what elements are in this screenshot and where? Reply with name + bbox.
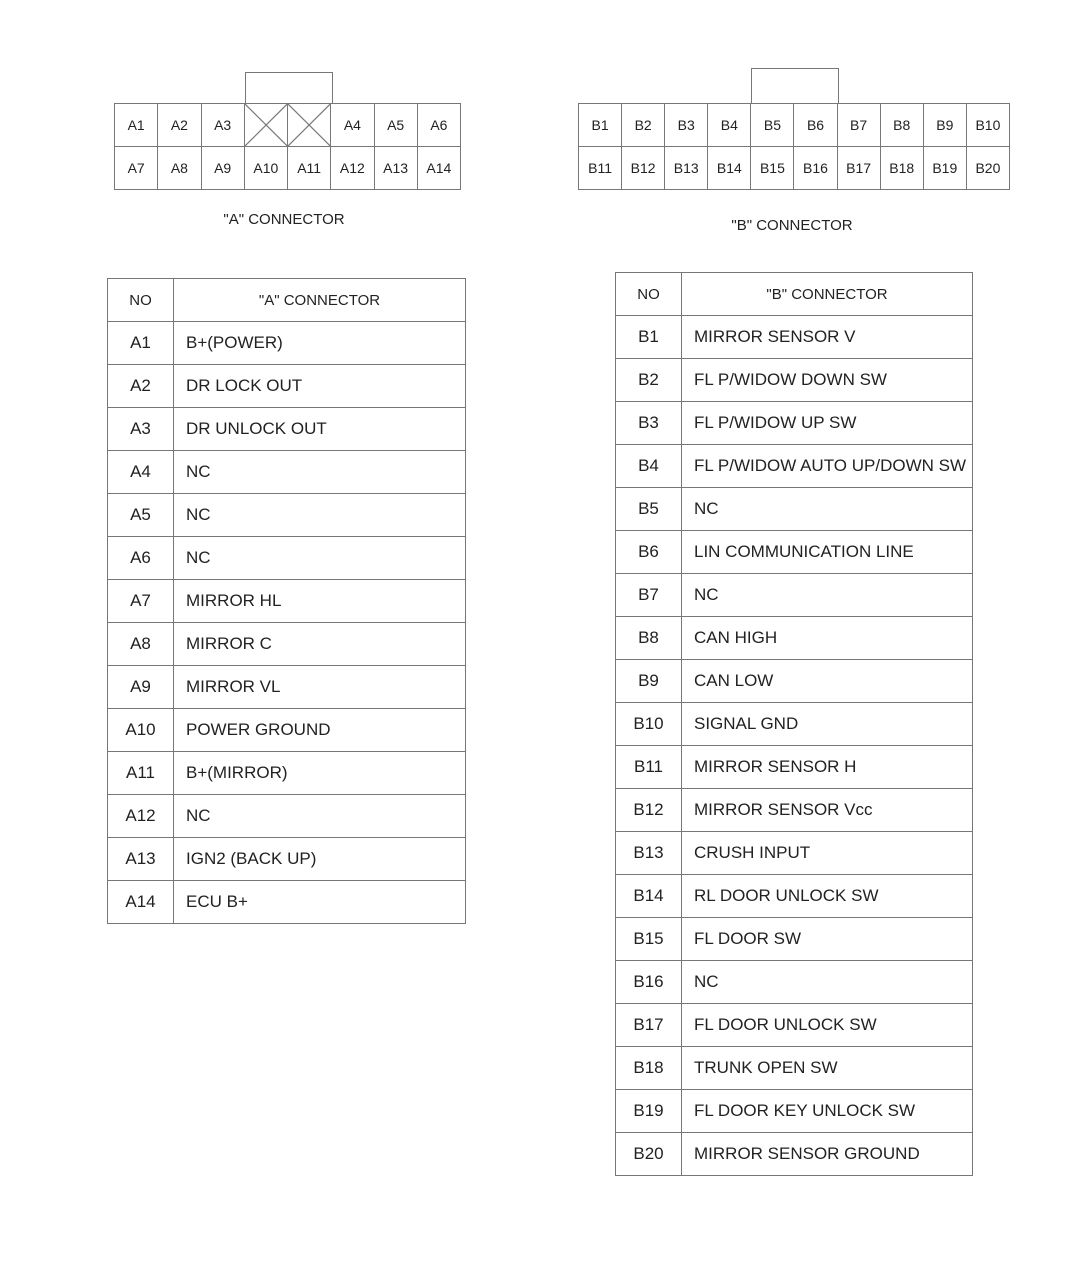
empty-cavity — [288, 104, 331, 147]
pin-number: A10 — [108, 709, 174, 752]
pin-cell: B2 — [622, 104, 665, 147]
pin-cell: B4 — [708, 104, 751, 147]
pin-cell: B3 — [665, 104, 708, 147]
pin-number: B14 — [616, 875, 682, 918]
pin-function: MIRROR SENSOR Vcc — [682, 789, 973, 832]
table-row — [616, 531, 973, 574]
table-row — [108, 838, 466, 881]
table-row — [616, 832, 973, 875]
connector-a-key — [245, 72, 333, 104]
pin-number: B7 — [616, 574, 682, 617]
pin-number: A9 — [108, 666, 174, 709]
table-row — [616, 1133, 973, 1176]
pin-function: DR UNLOCK OUT — [174, 408, 466, 451]
table-row — [616, 1090, 973, 1133]
connector-a-caption: "A" CONNECTOR — [223, 211, 345, 228]
pin-function: FL P/WIDOW DOWN SW — [682, 359, 973, 402]
pin-function: ECU B+ — [174, 881, 466, 924]
table-row — [616, 1004, 973, 1047]
table-row — [616, 789, 973, 832]
connector-b-caption: "B" CONNECTOR — [731, 217, 853, 234]
table-row — [108, 709, 466, 752]
table-row — [108, 494, 466, 537]
pin-function: NC — [682, 574, 973, 617]
pin-function: MIRROR C — [174, 623, 466, 666]
pin-cell: B9 — [923, 104, 966, 147]
pin-cell: A6 — [417, 104, 460, 147]
table-row — [616, 445, 973, 488]
pin-number: A12 — [108, 795, 174, 838]
pin-function: MIRROR SENSOR V — [682, 316, 973, 359]
table-row — [616, 961, 973, 1004]
pin-cell: B14 — [708, 147, 751, 190]
pin-number: A8 — [108, 623, 174, 666]
pin-function: FL DOOR SW — [682, 918, 973, 961]
table-row — [108, 881, 466, 924]
pin-cell: A5 — [374, 104, 417, 147]
pin-cell: B12 — [622, 147, 665, 190]
pin-number: B8 — [616, 617, 682, 660]
table-row — [616, 875, 973, 918]
pin-cell: A13 — [374, 147, 417, 190]
pin-cell: B20 — [966, 147, 1009, 190]
pin-number: A13 — [108, 838, 174, 881]
pin-number: B12 — [616, 789, 682, 832]
table-header — [616, 273, 973, 316]
table-row — [108, 623, 466, 666]
table-row — [108, 580, 466, 623]
pin-function: NC — [174, 795, 466, 838]
table-row — [616, 617, 973, 660]
pin-function: B+(MIRROR) — [174, 752, 466, 795]
pin-number: B9 — [616, 660, 682, 703]
table-row — [108, 795, 466, 838]
pin-function: FL DOOR UNLOCK SW — [682, 1004, 973, 1047]
pin-function: FL P/WIDOW AUTO UP/DOWN SW — [682, 445, 973, 488]
pin-cell: A1 — [115, 104, 158, 147]
table-row — [616, 574, 973, 617]
pin-number: B4 — [616, 445, 682, 488]
pin-number: B17 — [616, 1004, 682, 1047]
pin-function: FL DOOR KEY UNLOCK SW — [682, 1090, 973, 1133]
connector-a-bottom-row — [115, 147, 461, 190]
pin-function: IGN2 (BACK UP) — [174, 838, 466, 881]
pin-function: CRUSH INPUT — [682, 832, 973, 875]
pin-number: B20 — [616, 1133, 682, 1176]
pin-cell: B13 — [665, 147, 708, 190]
pin-function: CAN HIGH — [682, 617, 973, 660]
pin-function: FL P/WIDOW UP SW — [682, 402, 973, 445]
table-row — [616, 746, 973, 789]
header-title: "A" CONNECTOR — [174, 279, 466, 322]
table-row — [108, 752, 466, 795]
pin-number: B2 — [616, 359, 682, 402]
table-row — [108, 365, 466, 408]
table-row — [616, 359, 973, 402]
connector-b-face — [578, 103, 1010, 190]
pin-number: A6 — [108, 537, 174, 580]
pin-cell: B15 — [751, 147, 794, 190]
pin-cell: B18 — [880, 147, 923, 190]
pin-function: MIRROR VL — [174, 666, 466, 709]
pin-cell: A4 — [331, 104, 374, 147]
header-title: "B" CONNECTOR — [682, 273, 973, 316]
pin-cell: A10 — [244, 147, 287, 190]
pin-function: CAN LOW — [682, 660, 973, 703]
pin-number: B10 — [616, 703, 682, 746]
pin-function: TRUNK OPEN SW — [682, 1047, 973, 1090]
connector-a-top-row — [115, 104, 461, 147]
connector-a-face — [114, 103, 461, 190]
pin-function: MIRROR SENSOR H — [682, 746, 973, 789]
pin-function: NC — [682, 961, 973, 1004]
pin-number: A14 — [108, 881, 174, 924]
pin-cell: B8 — [880, 104, 923, 147]
table-row — [616, 316, 973, 359]
pin-number: B19 — [616, 1090, 682, 1133]
header-no: NO — [616, 273, 682, 316]
pin-function: NC — [174, 451, 466, 494]
pin-number: A1 — [108, 322, 174, 365]
pin-cell: A11 — [288, 147, 331, 190]
pin-number: B16 — [616, 961, 682, 1004]
pin-number: A5 — [108, 494, 174, 537]
pin-number: B6 — [616, 531, 682, 574]
pin-number: B13 — [616, 832, 682, 875]
pin-function: MIRROR HL — [174, 580, 466, 623]
pin-number: B15 — [616, 918, 682, 961]
pin-cell: B7 — [837, 104, 880, 147]
pin-number: A2 — [108, 365, 174, 408]
table-header — [108, 279, 466, 322]
pin-cell: B16 — [794, 147, 837, 190]
pin-function: RL DOOR UNLOCK SW — [682, 875, 973, 918]
empty-cavity — [244, 104, 287, 147]
pin-cell: B5 — [751, 104, 794, 147]
pin-number: B18 — [616, 1047, 682, 1090]
table-row — [616, 1047, 973, 1090]
header-no: NO — [108, 279, 174, 322]
table-row — [616, 660, 973, 703]
connector-b-bottom-row — [579, 147, 1010, 190]
pin-cell: A9 — [201, 147, 244, 190]
table-row — [616, 402, 973, 445]
table-row — [108, 451, 466, 494]
pin-number: B3 — [616, 402, 682, 445]
table-row — [108, 666, 466, 709]
pin-function: POWER GROUND — [174, 709, 466, 752]
pin-cell: A7 — [115, 147, 158, 190]
pin-cell: B6 — [794, 104, 837, 147]
pin-number: A7 — [108, 580, 174, 623]
pin-function: LIN COMMUNICATION LINE — [682, 531, 973, 574]
pin-cell: A14 — [417, 147, 460, 190]
table-row — [108, 537, 466, 580]
pin-cell: B10 — [966, 104, 1009, 147]
pin-function: DR LOCK OUT — [174, 365, 466, 408]
table-row — [108, 408, 466, 451]
pin-function: MIRROR SENSOR GROUND — [682, 1133, 973, 1176]
pin-cell: B1 — [579, 104, 622, 147]
pin-number: A4 — [108, 451, 174, 494]
table-row — [616, 918, 973, 961]
pin-number: B1 — [616, 316, 682, 359]
connector-b-key — [751, 68, 839, 104]
pin-function: B+(POWER) — [174, 322, 466, 365]
pin-cell: B17 — [837, 147, 880, 190]
pin-cell: B11 — [579, 147, 622, 190]
pin-number: B11 — [616, 746, 682, 789]
pin-cell: A12 — [331, 147, 374, 190]
pin-cell: A2 — [158, 104, 201, 147]
pin-cell: A3 — [201, 104, 244, 147]
pin-cell: B19 — [923, 147, 966, 190]
connector-b-top-row — [579, 104, 1010, 147]
pin-number: A11 — [108, 752, 174, 795]
pin-function: SIGNAL GND — [682, 703, 973, 746]
connector-a-pin-table — [107, 278, 466, 924]
table-row — [108, 322, 466, 365]
pin-number: A3 — [108, 408, 174, 451]
connector-b-pin-table — [615, 272, 973, 1176]
pin-cell: A8 — [158, 147, 201, 190]
table-row — [616, 488, 973, 531]
pin-function: NC — [682, 488, 973, 531]
table-row — [616, 703, 973, 746]
pin-number: B5 — [616, 488, 682, 531]
pin-function: NC — [174, 494, 466, 537]
pin-function: NC — [174, 537, 466, 580]
